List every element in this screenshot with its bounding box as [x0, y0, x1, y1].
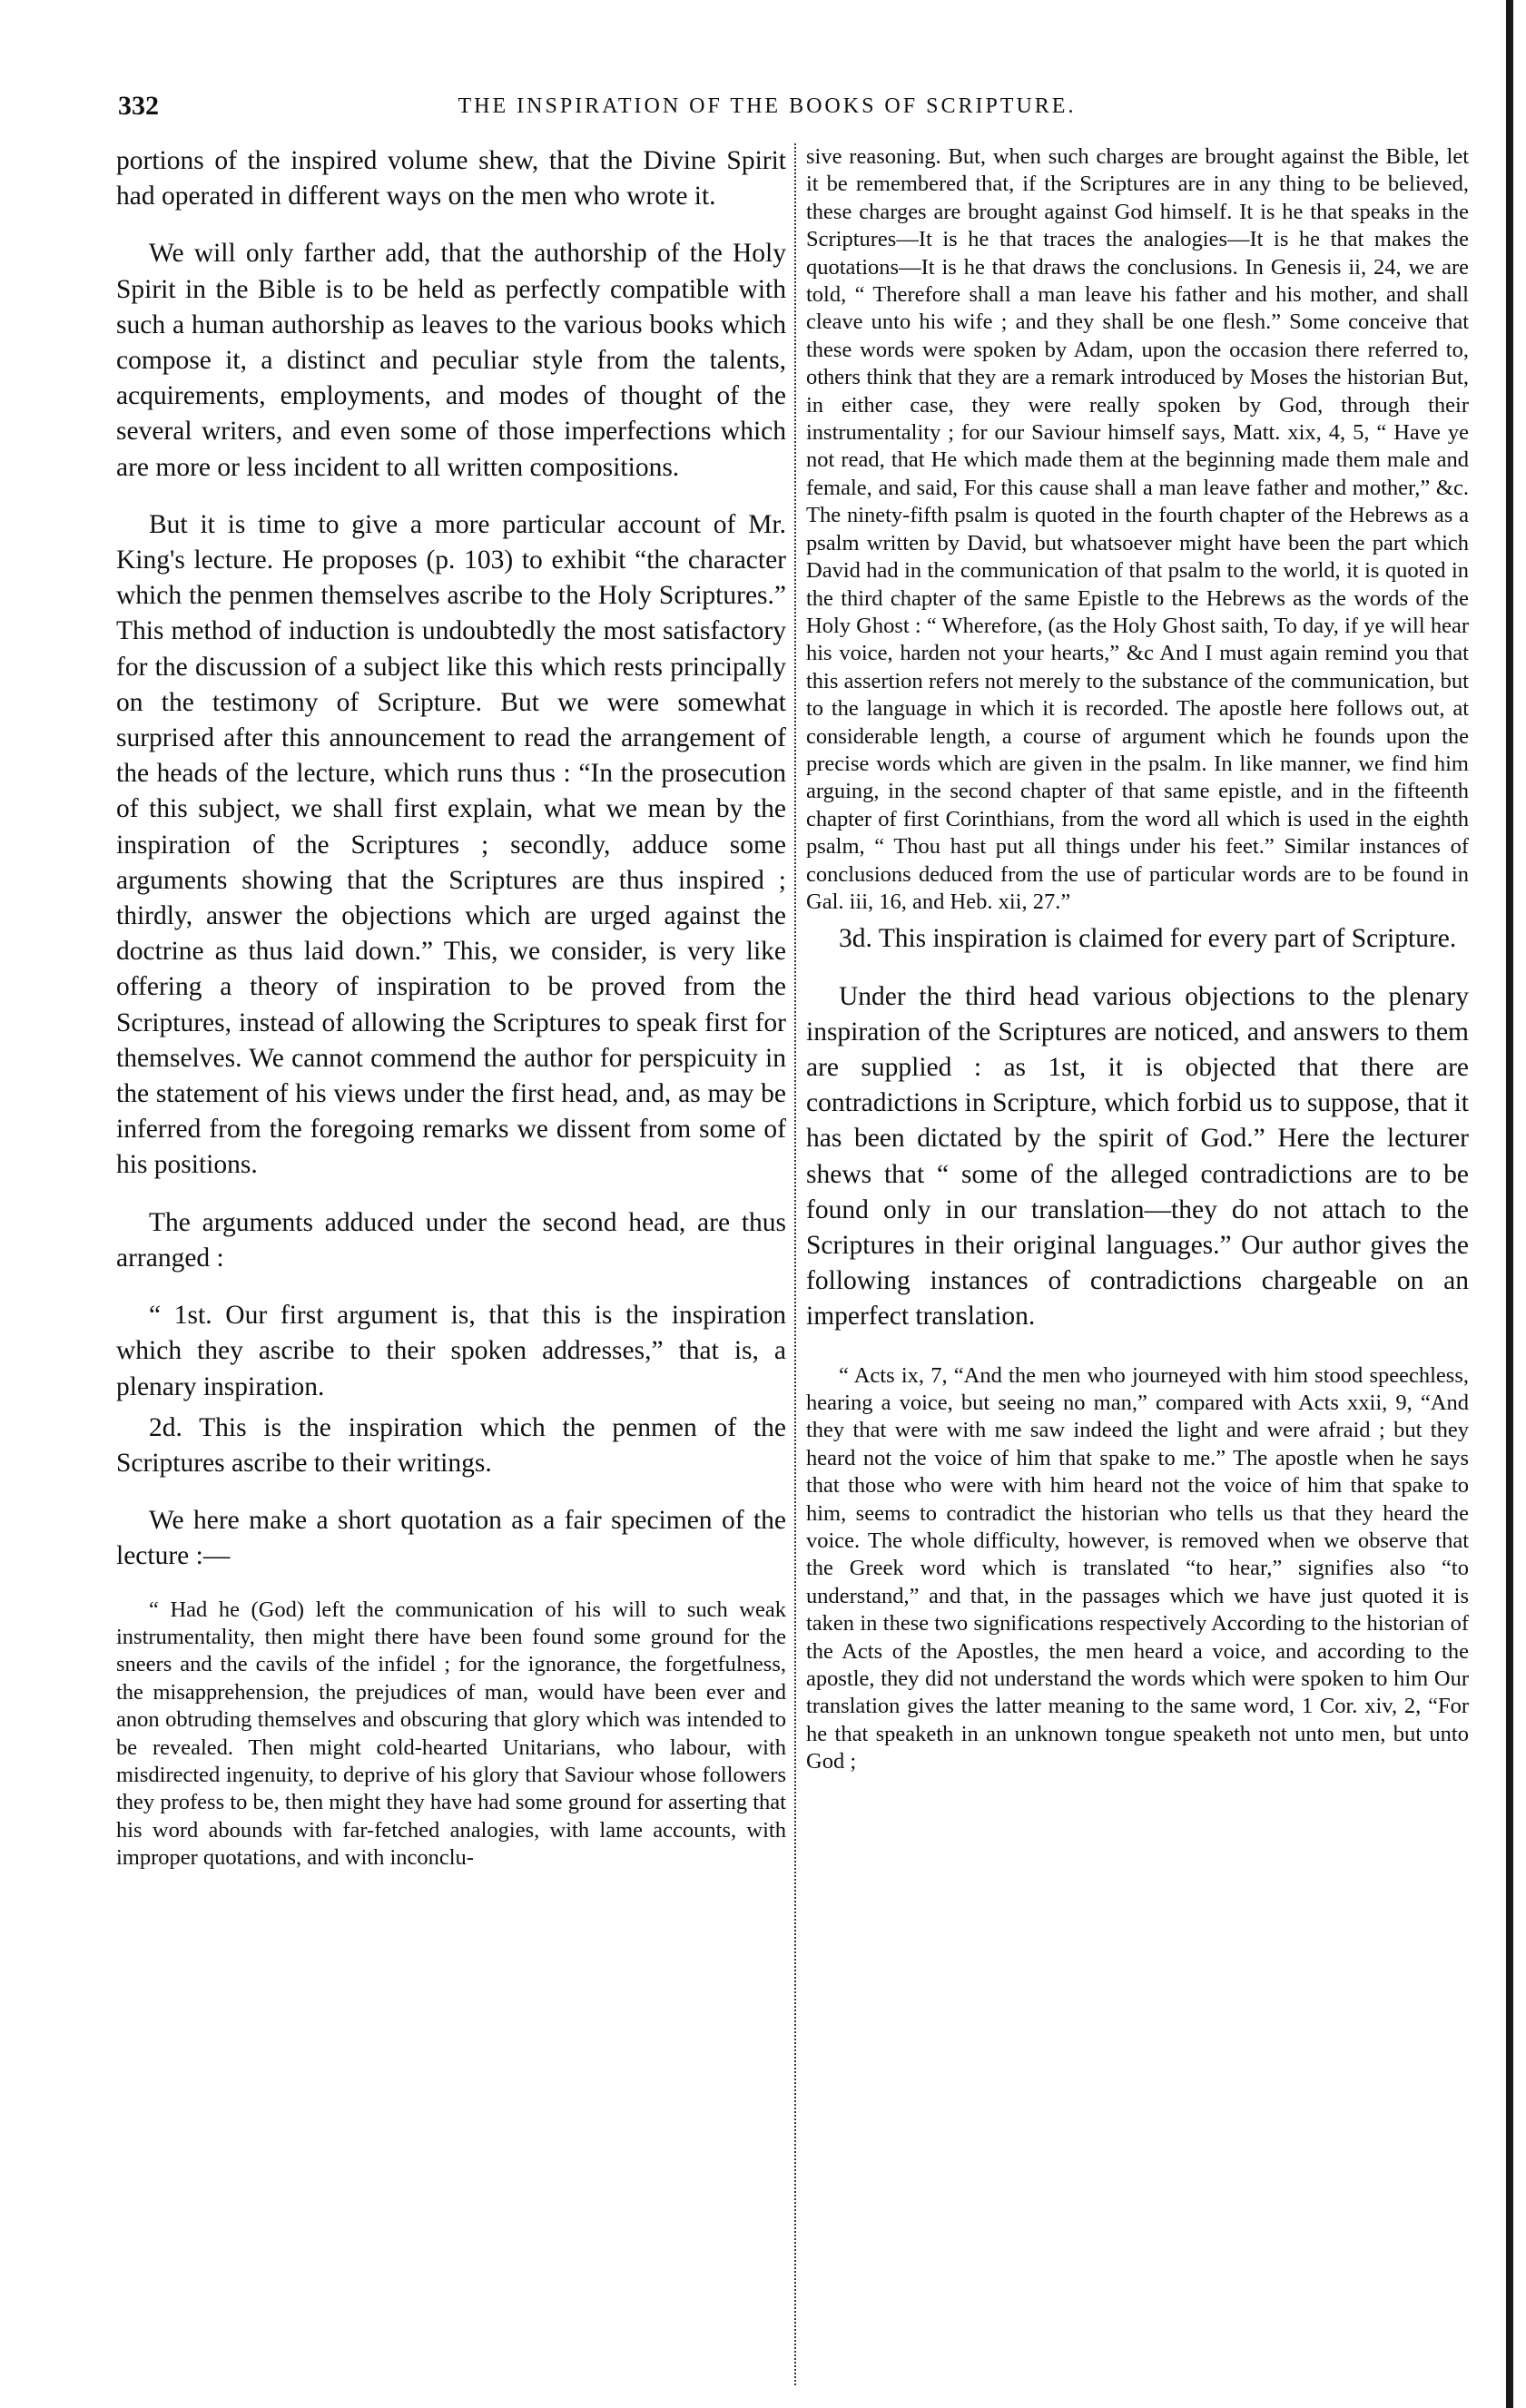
paragraph-objections: Under the third head various objections to the plenary inspiration of the Scriptures are noticed, and answers to them are supplied : as 1st, it is objected that there are contradictions in Scripture, which forbid us to suppose, that it has been dictated by the spirit of God.” Here the lecturer shews that “ some of the alleged contradictions are to be found only in our translation—they do not attach to the Scriptures in their original languages.” Our author gives the following instances of contradictions chargeable on an imperfect translation.	[806, 981, 1469, 1332]
quotation-acts: “ Acts ix, 7, “And the men who journeyed with him stood speechless, hearing a voice, but seeing no man,” compared with Acts xxii, 9, “And they that were with me saw indeed the light and were afraid ; but they heard not the voice of him that spake to me.” The apostle when he says that those who were with him heard not the voice of him that spake to him, seems to contradict the historian who tells us that they heard the voice. The whole difficulty, however, is removed when we observe that the Greek word which is translated “to hear,” signifies also “to understand,” and that, in the passages which we have just quoted it is taken in these two significations respectively According to the historian of the Acts of the Apostles, the men heard a voice, and according to the apostle, they did not understand the words which were spoken to him Our translation gives the latter meaning to the same word, 1 Cor. xiv, 2, “For he that speaketh in an unknown tongue speaketh not unto men, but unto God ;	[806, 1362, 1469, 1774]
left-column	[116, 143, 786, 1872]
paragraph-quotation-intro: We here make a short quotation as a fair specimen of the lecture :—	[116, 1506, 786, 1571]
column-divider	[794, 143, 798, 2385]
quotation-continuation: sive reasoning. But, when such charges are brought against the Bible, let it be remembered that, if the Scriptures are in any thing to be believed, these charges are brought against God himself. It is he that speaks in the Scriptures—It is he that traces the analogies—It is he that makes the quotations—It is he that draws the conclusions. In Genesis ii, 24, we are told, “ Therefore shall a man leave his father and his mother, and shall cleave unto his wife ; and they shall be one flesh.” Some conceive that these words were spoken by Adam, upon the occasion there referred to, others think that they are a remark introduced by Moses the historian But, in either case, they were really spoken by God, through their instrumentality ; for our Saviour himself says, Matt. xix, 4, 5, “ Have ye not read, that He which made them at the beginning made them male and female, and said, For this cause shall a man leave father and mother,” &c. The ninety-fifth psalm is quoted in the fourth chapter of the Hebrews as a psalm written by David, but whatsoever might have been the part which David had in the communication of that psalm to the world, it is quoted in the third chapter of the same Epistle to the Hebrews as the words of the Holy Ghost : “ Wherefore, (as the Holy Ghost saith, To day, if ye will hear his voice, harden not your hearts,” &c And I must again remind you that this assertion refers not merely to the substance of the communication, but to the language in which it is recorded. The apostle here follows out, at considerable length, a course of argument which he founds upon the precise words which are given in the psalm. In like manner, we find him arguing, in the second chapter of that same epistle, and in the fifteenth chapter of first Corinthians, from the word all which is used in the eighth psalm, “ Thou hast put all things under his feet.” Similar instances of conclusions deduced from the use of particular words are to be found in Gal. iii, 16, and Heb. xii, 27.”	[806, 144, 1469, 914]
running-title: THE INSPIRATION OF THE BOOKS OF SCRIPTURE.	[458, 94, 1077, 118]
page-number: 332	[118, 91, 159, 121]
paragraph-first-argument: “ 1st. Our first argument is, that this is the inspiration which they ascribe to their spoken addresses,” that is, a plenary inspiration.	[116, 1301, 786, 1401]
page-edge-rule	[1506, 0, 1513, 2408]
paragraph-third-argument: 3d. This inspiration is claimed for every part of Scripture.	[839, 924, 1457, 954]
paragraph-second-argument: 2d. This is the inspiration which the penmen of the Scriptures ascribe to their writings.	[116, 1412, 786, 1478]
page-header	[118, 91, 1416, 127]
right-column	[806, 143, 1469, 1776]
paragraph-continuation: portions of the inspired volume shew, that the Divine Spirit had operated in different ways on the men who wrote it.	[116, 146, 786, 211]
paragraph-authorship: We will only farther add, that the authorship of the Holy Spirit in the Bible is to be held as perfectly compatible with such a human authorship as leaves to the various books which compose it, a distinct and peculiar style from the talents, acquirements, employments, and modes of thought of the several writers, and even some of those imperfections which are more or less incident to all written compositions.	[116, 239, 786, 482]
paragraph-kings-lecture: But it is time to give a more particular account of Mr. King's lecture. He proposes (p. 103) to exhibit “the character which the penmen themselves ascribe to the Holy Scriptures.” This method of induction is undoubtedly the most satisfactory for the discussion of a subject like this which rests principally on the testimony of Scripture. But we were somewhat surprised after this announcement to read the arrangement of the heads of the lecture, which runs thus : “In the prosecution of this subject, we shall first explain, what we mean by the inspiration of the Scriptures ; secondly, adduce some arguments showing that the Scriptures are thus inspired ; thirdly, answer the objections which are urged against the doctrine as thus laid down.” This, we consider, is very like offering a theory of inspiration to be proved from the Scriptures, instead of allowing the Scriptures to speak first for themselves. We cannot commend the author for perspicuity in the statement of his views under the first head, and, as may be inferred from the foregoing remarks we dissent from some of his positions.	[116, 509, 786, 1180]
quotation-block: “ Had he (God) left the communication of his will to such weak instrumentality, then might there have been found some ground for the sneers and the cavils of the infidel ; for the ignorance, the forgetfulness, the misapprehension, the prejudices of man, would have been ever and anon obtruding themselves and obscuring that glory which was intended to be revealed. Then might cold-hearted Unitarians, who labour, with misdirected ingenuity, to deprive of his glory that Saviour whose followers they profess to be, then might they have had some ground for asserting that his word abounds with far-fetched analogies, with lame accounts, with improper quotations, and with inconclu-	[116, 1597, 786, 1871]
paragraph-arguments-intro: The arguments adduced under the second head, are thus arranged :	[116, 1207, 786, 1273]
